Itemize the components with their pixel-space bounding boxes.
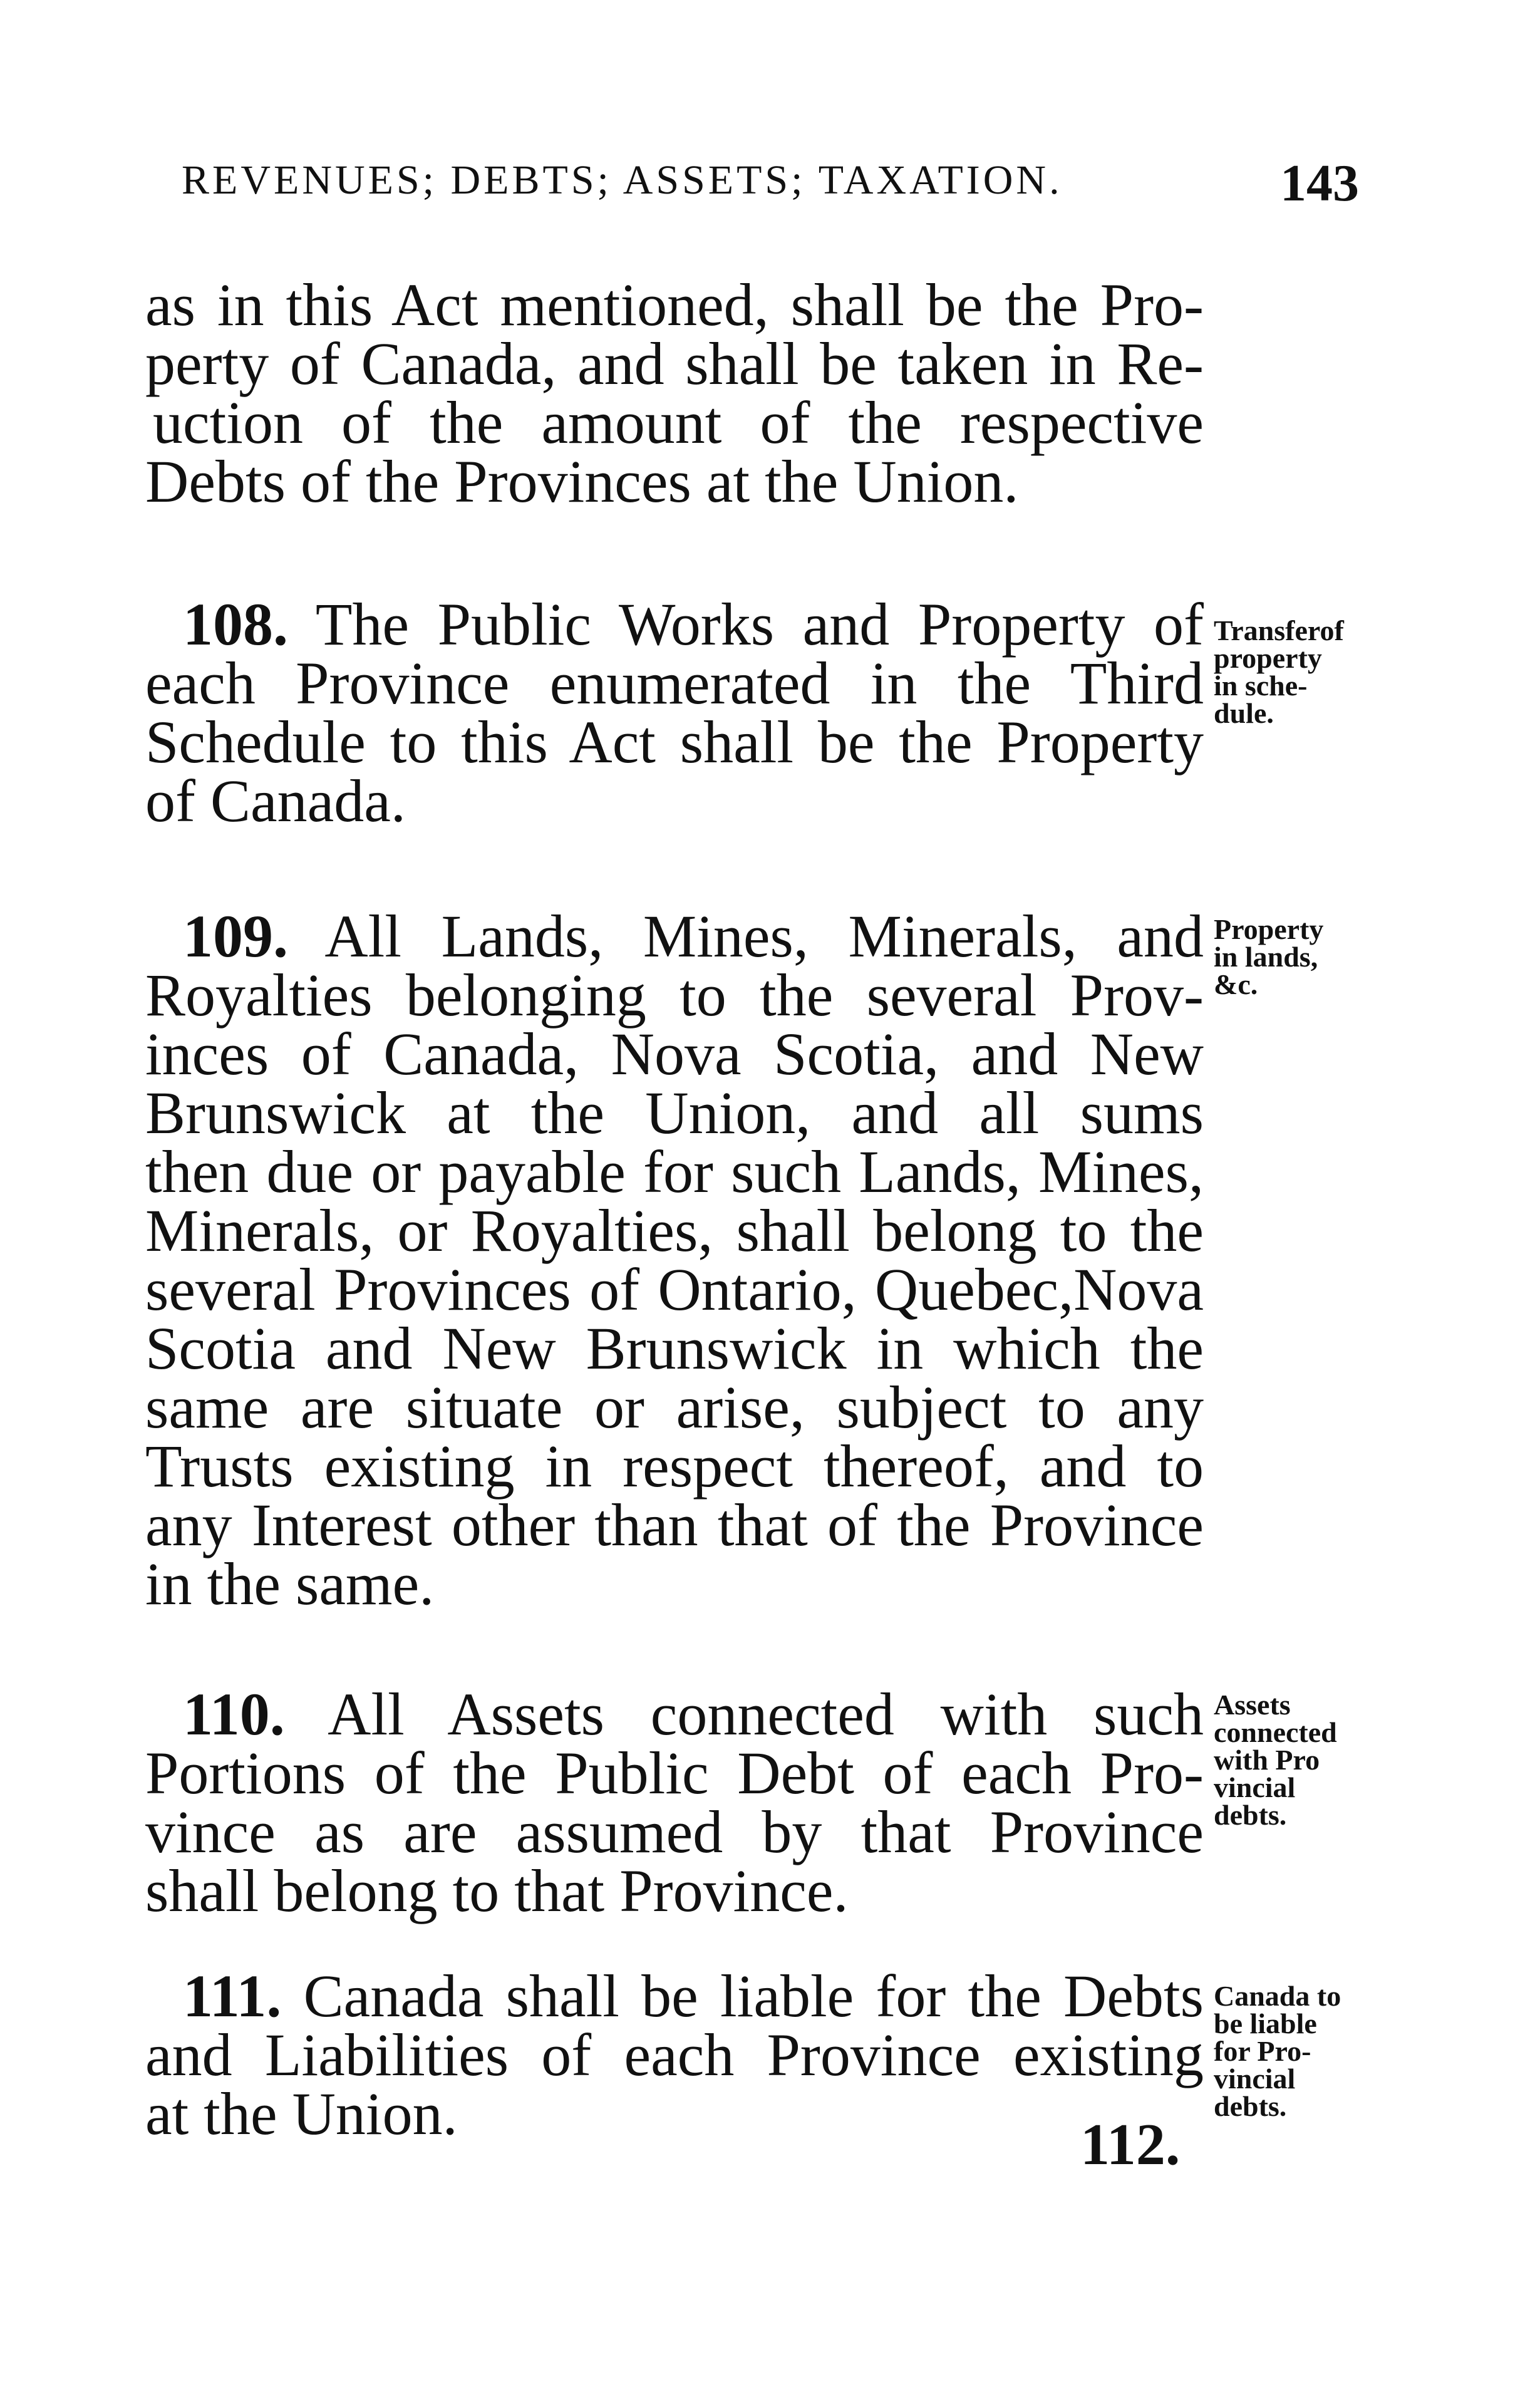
text-line: in the same. bbox=[145, 1550, 435, 1617]
text-line: Minerals, or Royalties, shall belong to the bbox=[145, 1197, 1204, 1264]
section-110 bbox=[145, 1681, 1204, 1924]
text-line: Schedule to this Act shall be the Property bbox=[145, 708, 1204, 775]
margin-note-110: Assets connected with Pro vincial debts. bbox=[1214, 1689, 1337, 1831]
section-number: 108. bbox=[183, 591, 288, 658]
section-108 bbox=[145, 591, 1204, 834]
text-line: perty of Canada, and shall be taken in Re- bbox=[145, 330, 1204, 397]
text-line: The Public Works and Property of bbox=[315, 591, 1204, 658]
text-line: same are situate or arise, subject to any bbox=[145, 1374, 1204, 1441]
text-line: Trusts existing in respect thereof, and to bbox=[145, 1433, 1204, 1500]
text-line: Royalties belonging to the several Prov- bbox=[145, 961, 1204, 1028]
text-line: and Liabilities of each Province existing bbox=[145, 2021, 1204, 2088]
text-line: any Interest other than that of the Province bbox=[145, 1491, 1204, 1558]
text-line: as in this Act mentioned, shall be the Pro- bbox=[145, 271, 1204, 338]
text-line: vince as are assumed by that Province bbox=[145, 1798, 1204, 1865]
text-line: uction of the amount of the respective bbox=[153, 389, 1204, 456]
section-number: 109. bbox=[183, 903, 288, 970]
margin-note-108: Transferof property in sche- dule. bbox=[1214, 614, 1344, 729]
page-number: 143 bbox=[1280, 154, 1359, 212]
continuation-paragraph bbox=[145, 271, 1204, 515]
margin-note-109: Property in lands, &c. bbox=[1214, 913, 1324, 1000]
text-line: several Provinces of Ontario, Quebec,Nova bbox=[145, 1256, 1204, 1323]
text-line: Portions of the Public Debt of each Pro- bbox=[145, 1739, 1204, 1806]
running-header bbox=[182, 154, 1359, 213]
text-line: Debts of the Provinces at the Union. bbox=[145, 448, 1019, 515]
text-line: then due or payable for such Lands, Mines, bbox=[145, 1138, 1204, 1205]
margin-note-111: Canada to be liable for Pro- vincial debts. bbox=[1214, 1980, 1341, 2122]
section-number: 110. bbox=[183, 1681, 285, 1748]
text-line: Brunswick at the Union, and all sums bbox=[145, 1079, 1204, 1146]
text-line: inces of Canada, Nova Scotia, and New bbox=[145, 1020, 1204, 1087]
text-line: at the Union. bbox=[145, 2080, 458, 2147]
text-line: shall belong to that Province. bbox=[145, 1857, 849, 1924]
text-line: All Lands, Mines, Minerals, and bbox=[324, 903, 1204, 970]
running-title: REVENUES; DEBTS; ASSETS; TAXATION. bbox=[182, 157, 1063, 203]
section-109 bbox=[145, 903, 1204, 1617]
catchword: 112. bbox=[1080, 2112, 1181, 2177]
text-line: All Assets connected with such bbox=[328, 1681, 1204, 1748]
text-line: Scotia and New Brunswick in which the bbox=[145, 1315, 1204, 1382]
text-line: Canada shall be liable for the Debts bbox=[303, 1962, 1204, 2029]
text-line: of Canada. bbox=[145, 767, 406, 834]
section-number: 111. bbox=[183, 1962, 282, 2029]
text-line: each Province enumerated in the Third bbox=[145, 650, 1204, 717]
